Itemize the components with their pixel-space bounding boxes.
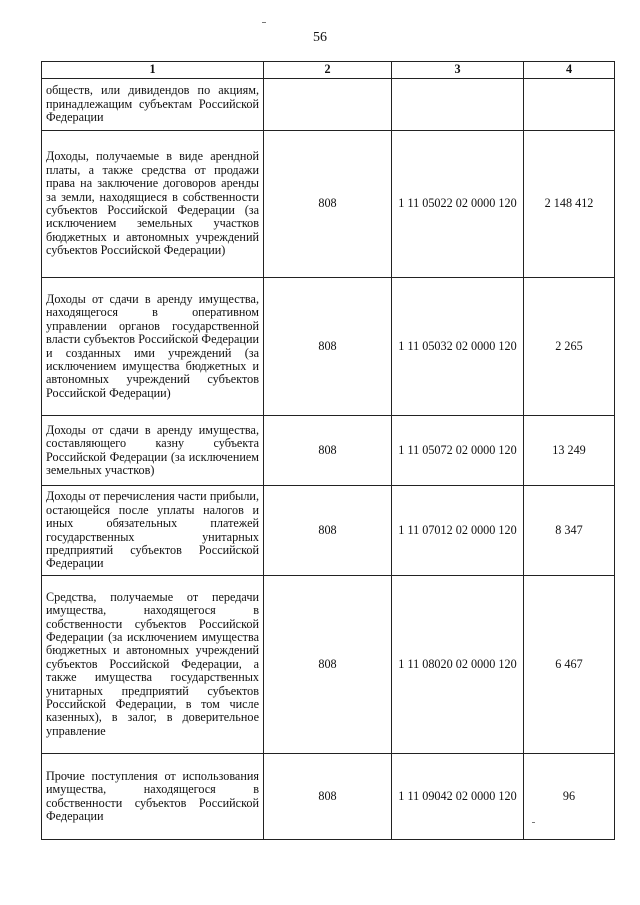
table-row xyxy=(42,278,615,416)
revenue-name: обществ, или дивидендов по акциям, принадлежащим субъектам Российской Федерации xyxy=(42,79,264,131)
scan-speck xyxy=(262,22,266,23)
admin-code: 808 xyxy=(264,278,392,416)
budget-classification-code: 1 11 09042 02 0000 120 xyxy=(392,754,524,840)
column-header-3: 3 xyxy=(392,62,524,79)
amount: 6 467 xyxy=(524,576,615,754)
budget-classification-code: 1 11 08020 02 0000 120 xyxy=(392,576,524,754)
amount: 2 148 412 xyxy=(524,131,615,278)
admin-code: 808 xyxy=(264,131,392,278)
admin-code: 808 xyxy=(264,416,392,486)
budget-classification-code: 1 11 05022 02 0000 120 xyxy=(392,131,524,278)
amount xyxy=(524,79,615,131)
amount: 8 347 xyxy=(524,486,615,576)
scan-speck xyxy=(532,822,535,823)
amount: 96 xyxy=(524,754,615,840)
budget-classification-code xyxy=(392,79,524,131)
column-header-1: 1 xyxy=(42,62,264,79)
revenue-name: Средства, получаемые от передачи имущества, находящегося в собственности субъектов Российской Федерации (за исключением имущества бюджетных и автономных учреждений субъектов Российской Федерации, а также имущества государственных унитарных предприятий субъектов Российской Федерации, в том числе казенных), в залог, в доверительное управление xyxy=(42,576,264,754)
table-row xyxy=(42,131,615,278)
table-row xyxy=(42,79,615,131)
table-row xyxy=(42,416,615,486)
budget-classification-code: 1 11 05072 02 0000 120 xyxy=(392,416,524,486)
amount: 2 265 xyxy=(524,278,615,416)
budget-classification-code: 1 11 07012 02 0000 120 xyxy=(392,486,524,576)
revenue-table xyxy=(41,61,615,840)
revenue-name: Доходы от сдачи в аренду имущества, составляющего казну субъекта Российской Федерации (за исключением земельных участков) xyxy=(42,416,264,486)
revenue-name: Прочие поступления от использования имущества, находящегося в собственности субъектов Российской Федерации xyxy=(42,754,264,840)
revenue-name: Доходы от перечисления части прибыли, остающейся после уплаты налогов и иных обязательных платежей государственных унитарных предприятий субъектов Российской Федерации xyxy=(42,486,264,576)
revenue-name: Доходы, получаемые в виде арендной платы, а также средства от продажи права на заключение договоров аренды за земли, находящиеся в собственности субъектов Российской Федерации (за исключением земельных участков бюджетных и автономных учреждений субъектов Российской Федерации) xyxy=(42,131,264,278)
admin-code xyxy=(264,79,392,131)
column-header-2: 2 xyxy=(264,62,392,79)
column-header-4: 4 xyxy=(524,62,615,79)
amount: 13 249 xyxy=(524,416,615,486)
table-header-row xyxy=(42,62,615,79)
admin-code: 808 xyxy=(264,576,392,754)
table-row xyxy=(42,576,615,754)
table-row xyxy=(42,486,615,576)
revenue-name: Доходы от сдачи в аренду имущества, находящегося в оперативном управлении органов государственной власти субъектов Российской Федерации и созданных ими учреждений (за исключением имущества бюджетных и автономных учреждений субъектов Российской Федерации) xyxy=(42,278,264,416)
admin-code: 808 xyxy=(264,486,392,576)
budget-classification-code: 1 11 05032 02 0000 120 xyxy=(392,278,524,416)
admin-code: 808 xyxy=(264,754,392,840)
table-row xyxy=(42,754,615,840)
page-number: 56 xyxy=(313,30,327,45)
